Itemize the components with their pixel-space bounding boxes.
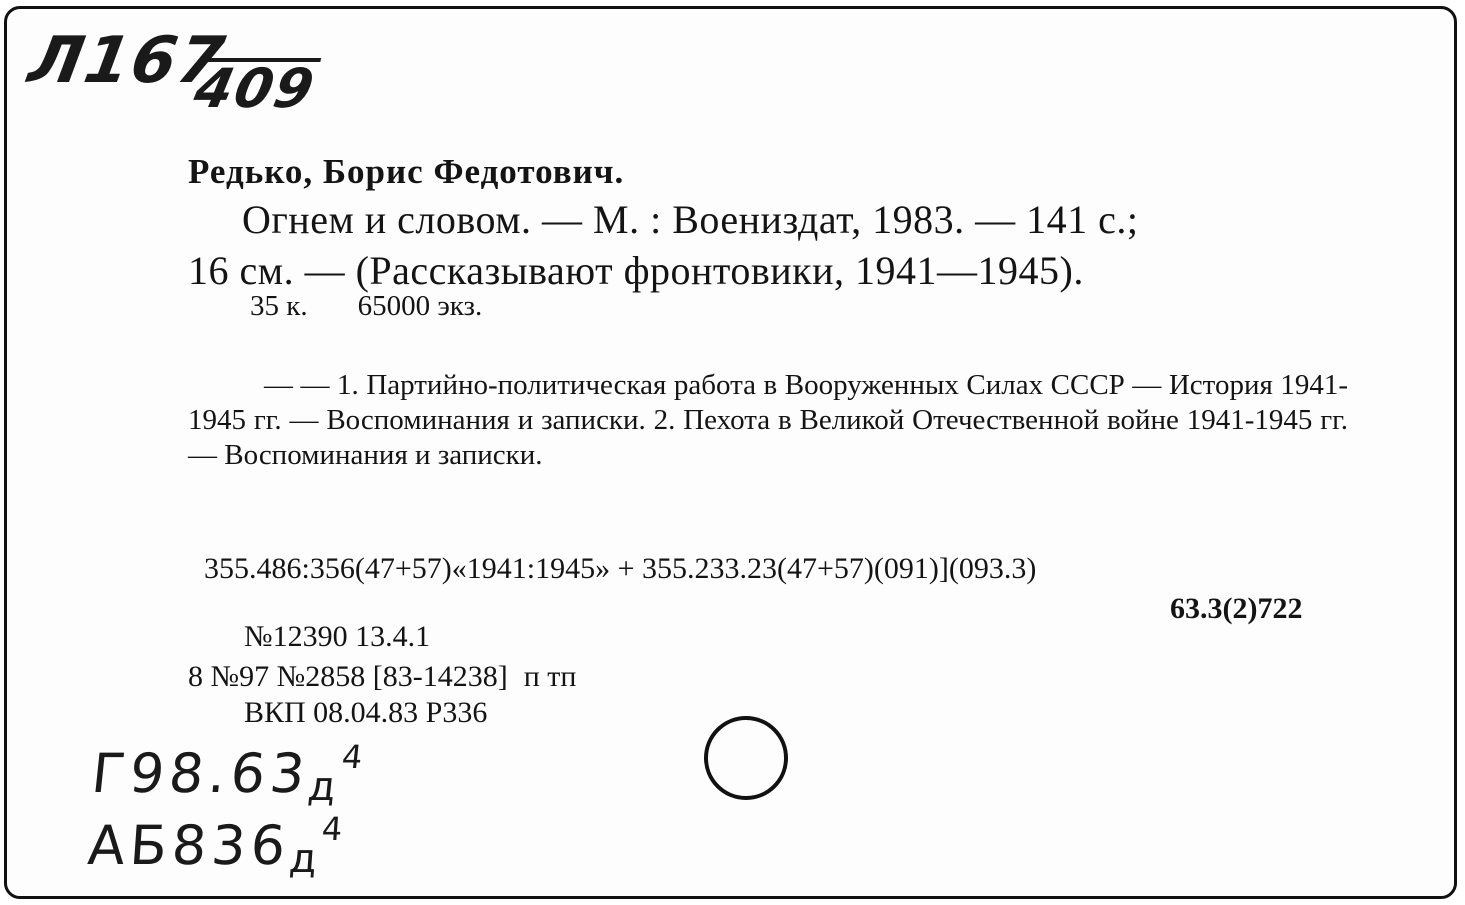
author-heading: Редько, Борис Федотович. xyxy=(188,152,625,191)
vkp-line: ВКП 08.04.83 Р336 xyxy=(244,696,488,729)
number-line: №12390 13.4.1 xyxy=(244,620,431,653)
call-number-1-base: Г98.63 xyxy=(88,742,313,805)
price-line xyxy=(250,290,482,323)
registry-line xyxy=(188,660,576,694)
bbk-index: 63.3(2)722 xyxy=(1170,592,1303,625)
call-number-1-sub: д xyxy=(305,764,344,810)
handwritten-shelf-mark: Л167 xyxy=(23,24,232,98)
call-number-2-base: АБ836 xyxy=(85,814,293,877)
udc-index: 355.486:356(47+57)«1941:1945» + 355.233.23(47+57)(091)](093.3) xyxy=(204,552,1037,585)
title-line-1: Огнем и словом. — М. : Воениздат, 1983. — 141 с.; xyxy=(242,197,1139,242)
registry-line-codes: п тп xyxy=(523,660,577,693)
handwritten-call-number-1 xyxy=(88,738,369,810)
handwritten-call-number-2 xyxy=(85,810,348,882)
call-number-2-sub: д xyxy=(287,836,324,882)
print-run: 65000 экз. xyxy=(357,290,483,322)
subject-headings: — — 1. Партийно-политическая работа в Вооруженных Силах СССР — История 1941-1945 гг. — Воспоминания и записки. 2. Пехота в Великой Отечественной войне 1941-1945 гг. — Воспоминания и записки. xyxy=(188,369,1348,471)
title-line-2: 16 см. — (Рассказывают фронтовики, 1941—1945). xyxy=(188,248,1084,293)
call-number-2-sup: 4 xyxy=(320,810,349,848)
price: 35 к. xyxy=(250,290,308,322)
card-hole-circle xyxy=(704,716,788,800)
registry-line-numbers: 8 №97 №2858 [83-14238] xyxy=(188,660,508,693)
call-number-1-sup: 4 xyxy=(339,738,370,776)
handwritten-shelf-number: 409 xyxy=(188,57,322,120)
